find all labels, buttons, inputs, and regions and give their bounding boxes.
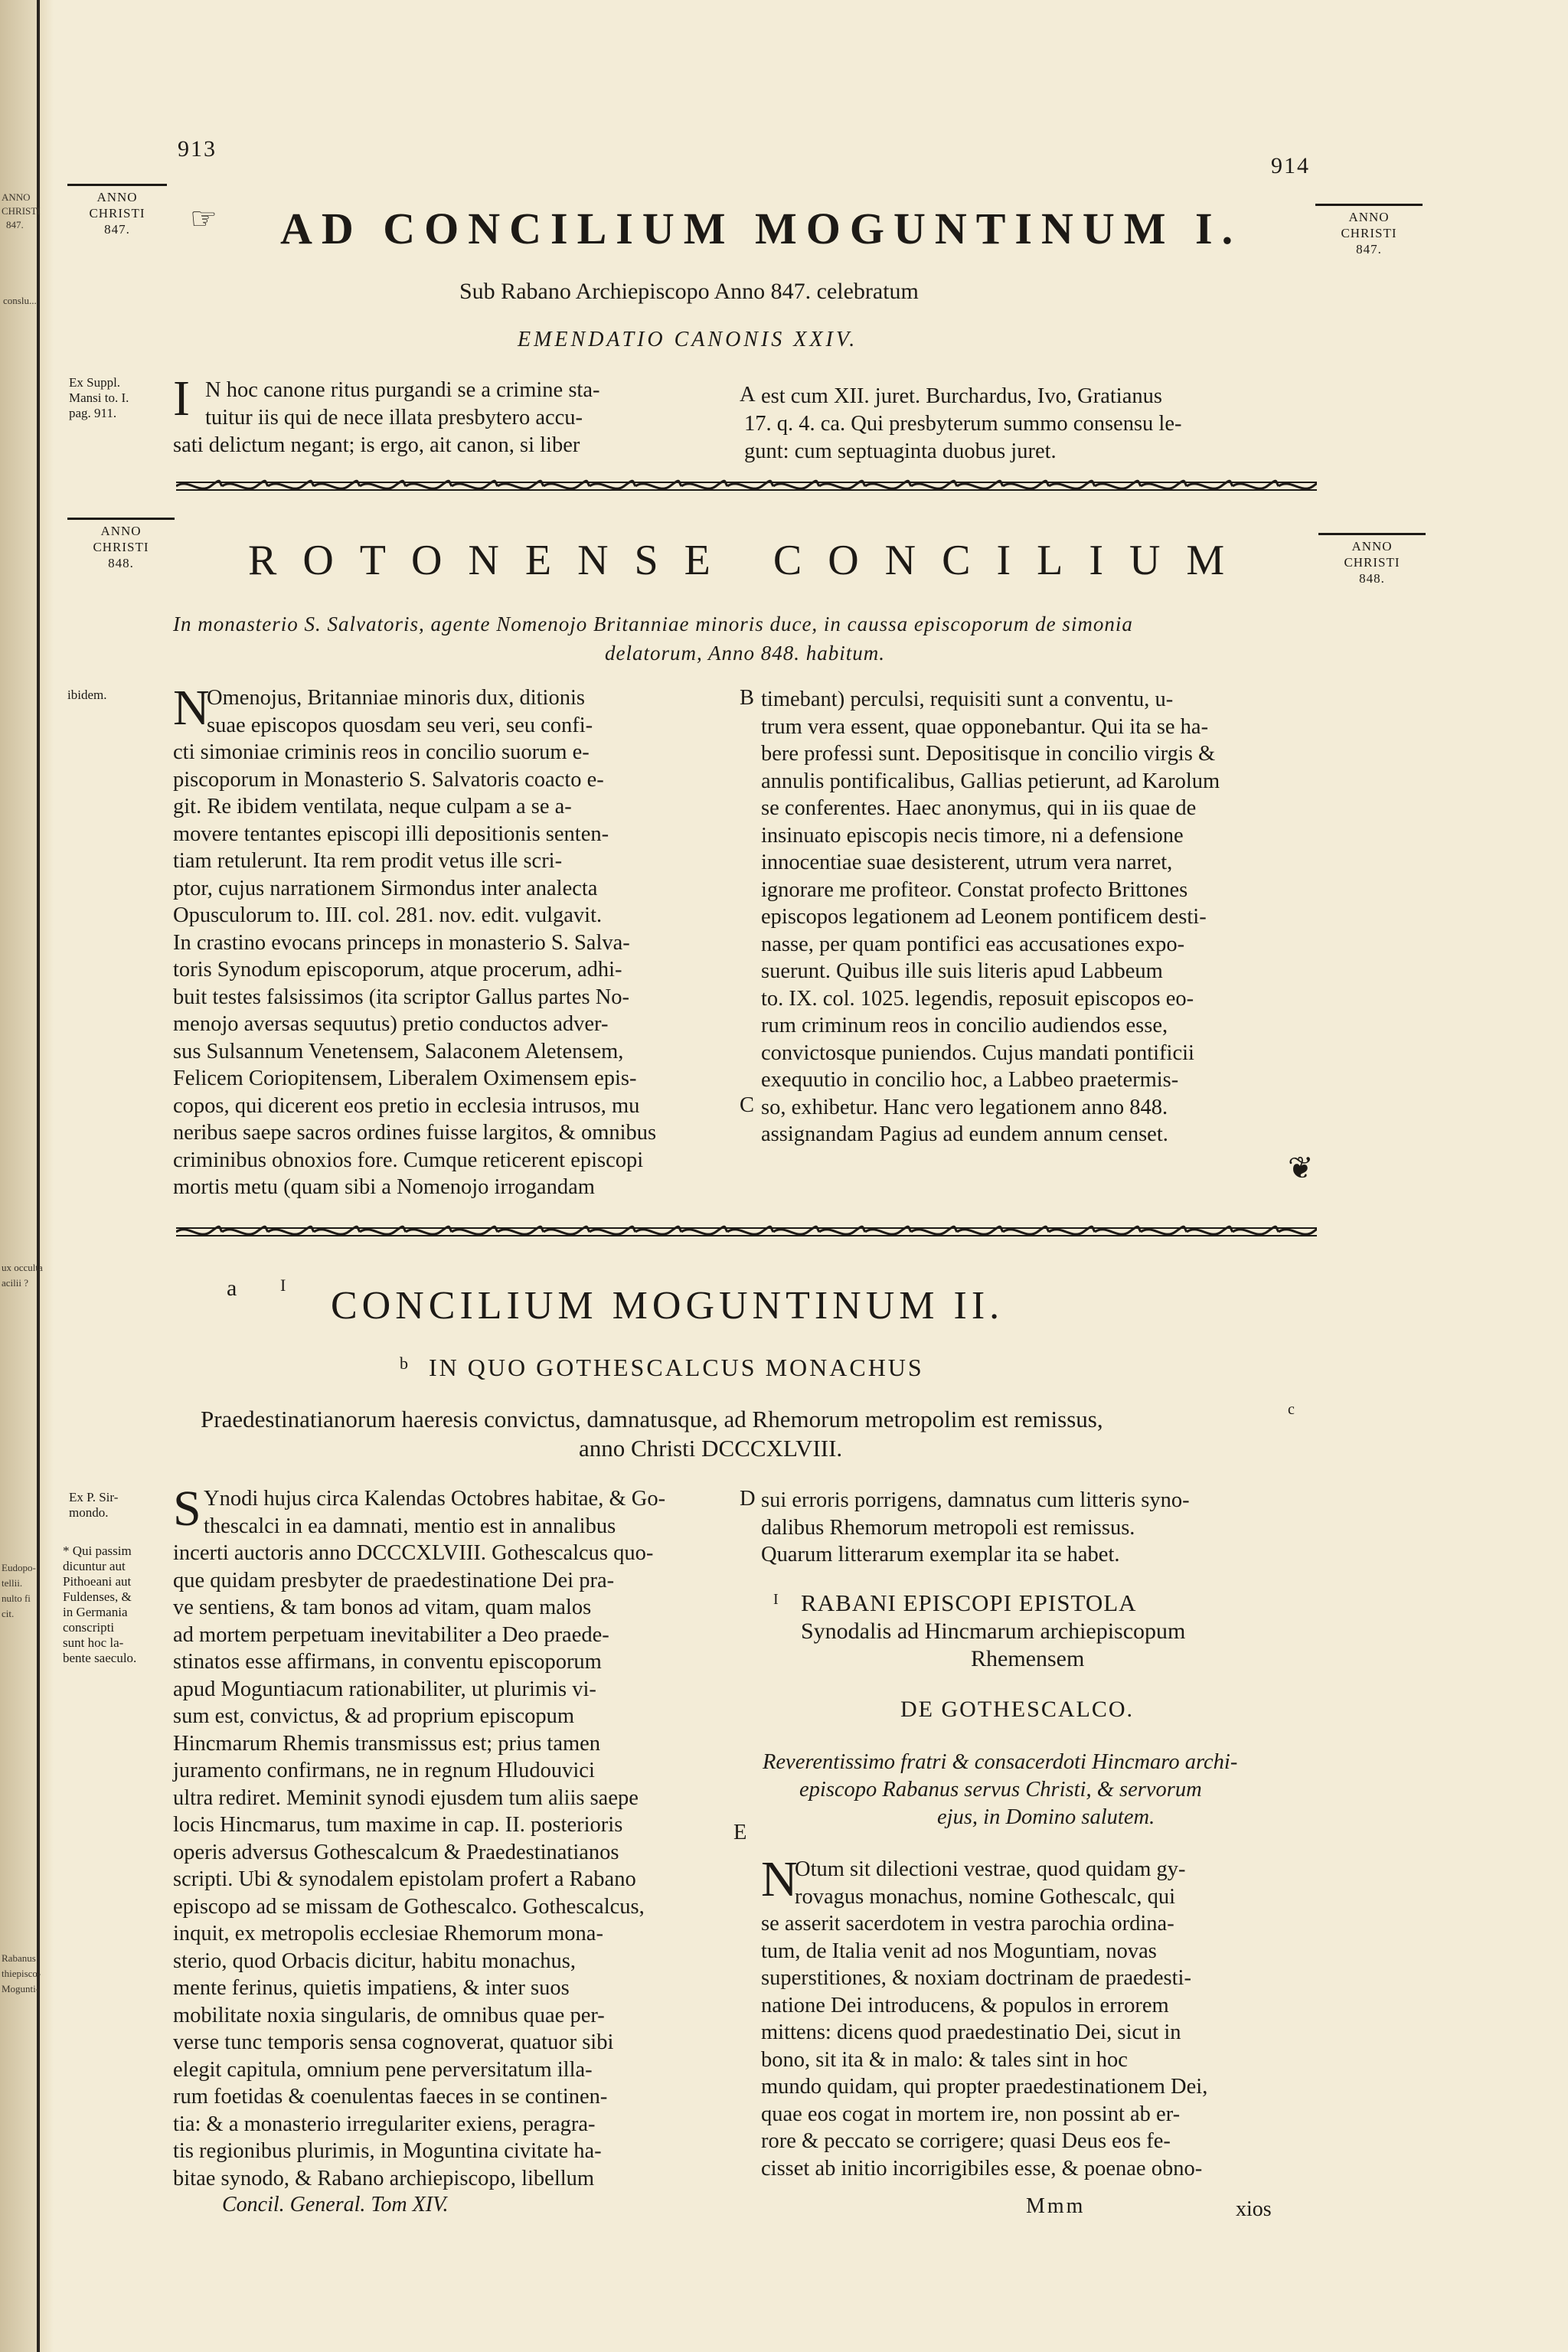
- section3-description: anno Christi DCCCXLVIII.: [579, 1435, 843, 1462]
- epistle-heading: DE GOTHESCALCO.: [900, 1697, 1134, 1722]
- text-line: buit testes falsissimos (ita scriptor Gallus partes No-: [173, 985, 630, 1009]
- text-line: mobilitate noxia singularis, de omnibus quae per-: [173, 2003, 605, 2027]
- section1-side-note: Ex Suppl. Mansi to. I. pag. 911.: [69, 375, 129, 420]
- text-line: sui erroris porrigens, damnatus cum litteris syno-: [761, 1488, 1190, 1512]
- margin-fragment: ANNO: [2, 191, 31, 203]
- text-line: verse tunc temporis sensa cognoverat, quatuor sibi: [173, 2030, 614, 2054]
- ornamental-divider: [176, 1223, 1317, 1240]
- text-line: se asserit sacerdotem in vestra parochia ordina-: [761, 1912, 1174, 1936]
- text-line: Otum sit dilectioni vestrae, quod quidam gy-: [795, 1857, 1186, 1881]
- anno-christi-right-847: ANNO CHRISTI 847.: [1315, 204, 1423, 257]
- text-line: suerunt. Quibus ille suis literis apud Labbeum: [761, 959, 1163, 983]
- section1-subtitle: Sub Rabano Archiepiscopo Anno 847. celebratum: [459, 279, 919, 304]
- text-line: assignandam Pagius ad eundem annum censet.: [761, 1122, 1168, 1146]
- adjacent-page-edge: [0, 0, 54, 2352]
- text-line: innocentiae suae desisterent, utrum vera narret,: [761, 851, 1173, 874]
- text-line: exequutio in concilio hoc, a Labbeo praetermis-: [761, 1068, 1179, 1092]
- text-line: mente ferinus, quietis impatiens, & inter suos: [173, 1976, 570, 2000]
- epistle-body: [761, 1851, 1208, 2182]
- margin-fragment: acilii ?: [2, 1277, 29, 1289]
- text-line: tiam retulerunt. Ita rem prodit vetus ille scri-: [173, 849, 563, 873]
- section3-title: CONCILIUM MOGUNTINUM II.: [331, 1284, 1004, 1328]
- section1-left-line: N hoc canone ritus purgandi se a crimine sta-: [205, 378, 600, 402]
- epistle-subtitle: Synodalis ad Hincmarum archiepiscopum: [801, 1619, 1186, 1644]
- margin-fragment: nulto fi: [2, 1592, 31, 1604]
- text-line: tia: & a monasterio irregulariter exiens, peragra-: [173, 2112, 596, 2136]
- section1-dropcap: I: [173, 371, 190, 426]
- text-line: mortis metu (quam sibi a Nomenojo irrogandam: [173, 1175, 595, 1199]
- text-line: ignorare me profiteor. Constat profecto Brittones: [761, 877, 1188, 902]
- text-line: sum est, convictus, & ad proprium episcopum: [173, 1704, 575, 1728]
- anno-christi-left-847: ANNO CHRISTI 847.: [67, 184, 167, 237]
- footer-catchword: xios: [1236, 2197, 1272, 2221]
- text-line: toris Synodum episcoporum, atque procerum, adhi-: [173, 958, 622, 982]
- page-number-left: 913: [178, 136, 217, 162]
- section3-left-column: [173, 1481, 666, 2192]
- text-line: natione Dei introducens, & populos in errorem: [761, 1993, 1169, 2017]
- text-line: Omenojus, Britanniae minoris dux, ditionis: [207, 686, 585, 710]
- footnote-mark-1: I: [280, 1276, 286, 1295]
- section1-heading: EMENDATIO CANONIS XXIV.: [518, 328, 858, 351]
- margin-letter-A: A: [740, 383, 756, 407]
- text-line: rovagus monachus, nomine Gothescalc, qui: [795, 1884, 1176, 1909]
- text-line: quae eos cogat in mortem ire, non possint ab er-: [761, 2102, 1181, 2126]
- section2-subtitle: In monasterio S. Salvatoris, agente Nomenojo Britanniae minoris duce, in caussa episcoporum de simonia: [173, 612, 1133, 635]
- page-binding-edge: [37, 0, 40, 2352]
- section3-subtitle: IN QUO GOTHESCALCUS MONACHUS: [429, 1354, 924, 1381]
- text-line: git. Re ibidem ventilata, neque culpam a se a-: [173, 795, 572, 818]
- text-line: stinatos esse affirmans, in conventu episcoporum: [173, 1650, 602, 1674]
- margin-letter-C: C: [740, 1093, 755, 1117]
- text-line: Felicem Coriopitensem, Liberalem Oximensem epis-: [173, 1067, 637, 1090]
- page-number-right: 914: [1271, 153, 1310, 178]
- footer-volume: Concil. General. Tom XIV.: [222, 2193, 449, 2216]
- footnote-mark-b: b: [400, 1354, 408, 1373]
- text-line: to. IX. col. 1025. legendis, reposuit episcopos eo-: [761, 986, 1194, 1011]
- text-line: insinuato episcopis necis timore, ni a defensione: [761, 823, 1184, 848]
- text-line: ptor, cujus narrationem Sirmondus inter analecta: [173, 876, 598, 900]
- text-line: bono, sit ita & in malo: & tales sint in hoc: [761, 2047, 1128, 2072]
- text-line: ve sentiens, & tam bonos ad vitam, quam malos: [173, 1596, 592, 1619]
- ornamental-divider: [176, 478, 1317, 495]
- text-line: que quidam presbyter de praedestinatione Dei pra-: [173, 1568, 615, 1592]
- section3-right-column: [761, 1487, 1190, 1569]
- text-line: superstitiones, & noxiam doctrinam de praedesti-: [761, 1966, 1191, 1990]
- margin-fragment: conslu...: [3, 295, 37, 306]
- section3-description: Praedestinatianorum haeresis convictus, damnatusque, ad Rhemorum metropolim est remissus,: [201, 1406, 1103, 1432]
- text-line: menojo aversas sequutus) pretio conductos adver-: [173, 1012, 609, 1036]
- margin-fragment: Rabanus: [2, 1952, 36, 1964]
- epistle-salutation: episcopo Rabanus servus Christi, & servorum: [799, 1778, 1202, 1802]
- margin-fragment: cit.: [2, 1608, 15, 1619]
- margin-letter-B: B: [740, 686, 755, 710]
- text-line: dalibus Rhemorum metropoli est remissus.: [761, 1515, 1135, 1540]
- text-line: suae episcopos quosdam seu veri, seu confi-: [207, 713, 593, 737]
- section2-left-column: [173, 680, 657, 1201]
- text-line: annulis pontificalibus, Gallias petierunt, ad Karolum: [761, 769, 1220, 793]
- text-line: se conferentes. Haec anonymus, qui in iis quae de: [761, 796, 1197, 820]
- text-line: rore & peccato se corrigere; quasi Deus eos fe-: [761, 2129, 1171, 2153]
- text-line: juramento confirmans, ne in regnum Hludouvici: [173, 1759, 595, 1782]
- text-line: apud Moguntiacum rationabiliter, ut plurimis vi-: [173, 1677, 596, 1701]
- text-line: bitae synodo, & Rabano archiepiscopo, libellum: [173, 2166, 595, 2190]
- text-line: incerti auctoris anno DCCCXLVIII. Gothescalcus quo-: [173, 1541, 654, 1565]
- text-line: episcopo ad se missam de Gothescalco. Gothescalcus,: [173, 1894, 645, 1919]
- text-line: movere tentantes episcopi illi depositionis senten-: [173, 822, 609, 846]
- anno-christi-left-848: ANNO CHRISTI 848.: [67, 518, 175, 571]
- text-line: Quarum litterarum exemplar ita se habet.: [761, 1543, 1120, 1566]
- section3-dropcap: S: [173, 1481, 201, 1537]
- section1-left-line: tuitur iis qui de nece illata presbytero accu-: [205, 406, 583, 430]
- section3-side-note: Ex P. Sir- mondo.: [69, 1490, 119, 1520]
- text-line: cti simoniae criminis reos in concilio suorum e-: [173, 740, 590, 764]
- text-line: criminibus obnoxios fore. Cumque reticerent episcopi: [173, 1148, 644, 1172]
- text-line: inquit, ex metropolis ecclesiae Rhemorum mona-: [173, 1922, 603, 1945]
- section1-title: AD CONCILIUM MOGUNTINUM I.: [280, 204, 1243, 253]
- text-line: Opusculorum to. III. col. 281. nov. edit. vulgavit.: [173, 903, 603, 927]
- margin-fragment: 847.: [6, 219, 24, 230]
- text-line: sus Sulsannum Venetensem, Salaconem Aletensem,: [173, 1039, 624, 1063]
- section3-footnote: * Qui passim dicuntur aut Pithoeani aut Fuldenses, & in Germania conscripti sunt hoc la- bente saeculo.: [63, 1544, 137, 1665]
- margin-letter-E: E: [733, 1821, 747, 1844]
- margin-fragment: tellii.: [2, 1577, 23, 1589]
- text-line: copos, qui dicerent eos pretio in ecclesia intrusos, mu: [173, 1093, 640, 1118]
- text-line: timebant) perculsi, requisiti sunt a conventu, u-: [761, 688, 1174, 711]
- anno-christi-right-848: ANNO CHRISTI 848.: [1318, 533, 1426, 586]
- text-line: In crastino evocans princeps in monasterio S. Salva-: [173, 930, 630, 955]
- text-line: sterio, quod Orbacis dicitur, habitu monachus,: [173, 1949, 576, 1973]
- text-line: nasse, per quam pontifici eas accusationes expo-: [761, 932, 1185, 956]
- footnote-mark-a: a: [227, 1276, 237, 1301]
- margin-fragment: ux occulta: [2, 1262, 43, 1273]
- margin-fragment: Eudopo-: [2, 1562, 36, 1573]
- text-line: cisset ab initio incorrigibiles esse, & poenae obno-: [761, 2156, 1203, 2180]
- text-line: Hincmarum Rhemis transmissus est; prius tamen: [173, 1731, 601, 1756]
- text-line: ad mortem perpetuam inevitabiliter a Deo praede-: [173, 1622, 609, 1647]
- footnote-mark-1: I: [773, 1591, 779, 1608]
- text-line: so, exhibetur. Hanc vero legationem anno 848.: [761, 1095, 1168, 1119]
- section1-right-line: 17. q. 4. ca. Qui presbyterum summo consensu le-: [744, 412, 1182, 436]
- section2-subtitle: delatorum, Anno 848. habitum.: [605, 642, 885, 665]
- footer-signature: Mmm: [1026, 2194, 1086, 2218]
- text-line: mundo quidam, qui propter praedestinationem Dei,: [761, 2075, 1208, 2099]
- epistle-title: RABANI EPISCOPI EPISTOLA: [801, 1589, 1137, 1616]
- text-line: piscoporum in Monasterio S. Salvatoris coacto e-: [173, 767, 604, 792]
- text-line: neribus saepe sacros ordines fuisse largitos, & omnibus: [173, 1121, 657, 1145]
- margin-letter-D: D: [740, 1487, 756, 1511]
- text-line: operis adversus Gothescalcum & Praedestinatianos: [173, 1840, 619, 1864]
- section2-title: ROTONENSE CONCILIUM: [248, 537, 1251, 584]
- text-line: thescalci in ea damnati, mentio est in annalibus: [204, 1514, 616, 1538]
- section2-dropcap: N: [173, 680, 210, 736]
- margin-fragment: Mogunti-: [2, 1983, 40, 1994]
- text-line: tis regionibus plurimis, in Moguntina civitate ha-: [173, 2139, 602, 2163]
- text-line: trum vera essent, quae opponebantur. Qui ita se ha-: [761, 714, 1209, 739]
- text-line: rum foetidas & coenulentas faeces in se continen-: [173, 2085, 608, 2109]
- epistle-salutation: Reverentissimo fratri & consacerdoti Hincmaro archi-: [763, 1750, 1238, 1774]
- text-line: locis Hincmarus, tum maxime in cap. II. posterioris: [173, 1813, 623, 1837]
- text-line: bere professi sunt. Depositisque in concilio virgis &: [761, 742, 1216, 766]
- printer-ornament-icon: ❦: [1288, 1151, 1314, 1185]
- section1-right-line: gunt: cum septuaginta duobus juret.: [744, 439, 1057, 463]
- pointing-hand-icon: ☞: [190, 201, 217, 236]
- text-line: convictosque puniendos. Cujus mandati pontificii: [761, 1040, 1194, 1065]
- section1-right-line: est cum XII. juret. Burchardus, Ivo, Gratianus: [761, 384, 1162, 408]
- text-line: episcopos legationem ad Leonem pontificem desti-: [761, 905, 1207, 929]
- margin-fragment: CHRISTI: [2, 205, 41, 217]
- text-line: mittens: dicens quod praedestinatio Dei, sicut in: [761, 2020, 1181, 2044]
- text-line: rum criminum reos in concilio audiendos esse,: [761, 1014, 1168, 1037]
- section2-side-note: ibidem.: [67, 688, 107, 702]
- epistle-subtitle: Rhemensem: [971, 1646, 1085, 1671]
- text-line: Ynodi hujus circa Kalendas Octobres habitae, & Go-: [204, 1487, 666, 1511]
- text-line: elegit capitula, omnium pene perversitatum illa-: [173, 2057, 593, 2082]
- margin-fragment: thiepisco-: [2, 1968, 41, 1979]
- footnote-mark-c: c: [1288, 1401, 1295, 1418]
- epistle-salutation: ejus, in Domino salutem.: [937, 1805, 1155, 1829]
- section1-left-line: sati delictum negant; is ergo, ait canon, si liber: [173, 433, 580, 457]
- epistle-dropcap: N: [761, 1851, 798, 1907]
- text-line: tum, de Italia venit ad nos Moguntiam, novas: [761, 1939, 1157, 1963]
- text-line: scripti. Ubi & synodalem epistolam profert a Rabano: [173, 1867, 636, 1891]
- text-line: ultra rediret. Meminit synodi ejusdem tum aliis saepe: [173, 1785, 639, 1810]
- section2-right-column: [761, 686, 1220, 1148]
